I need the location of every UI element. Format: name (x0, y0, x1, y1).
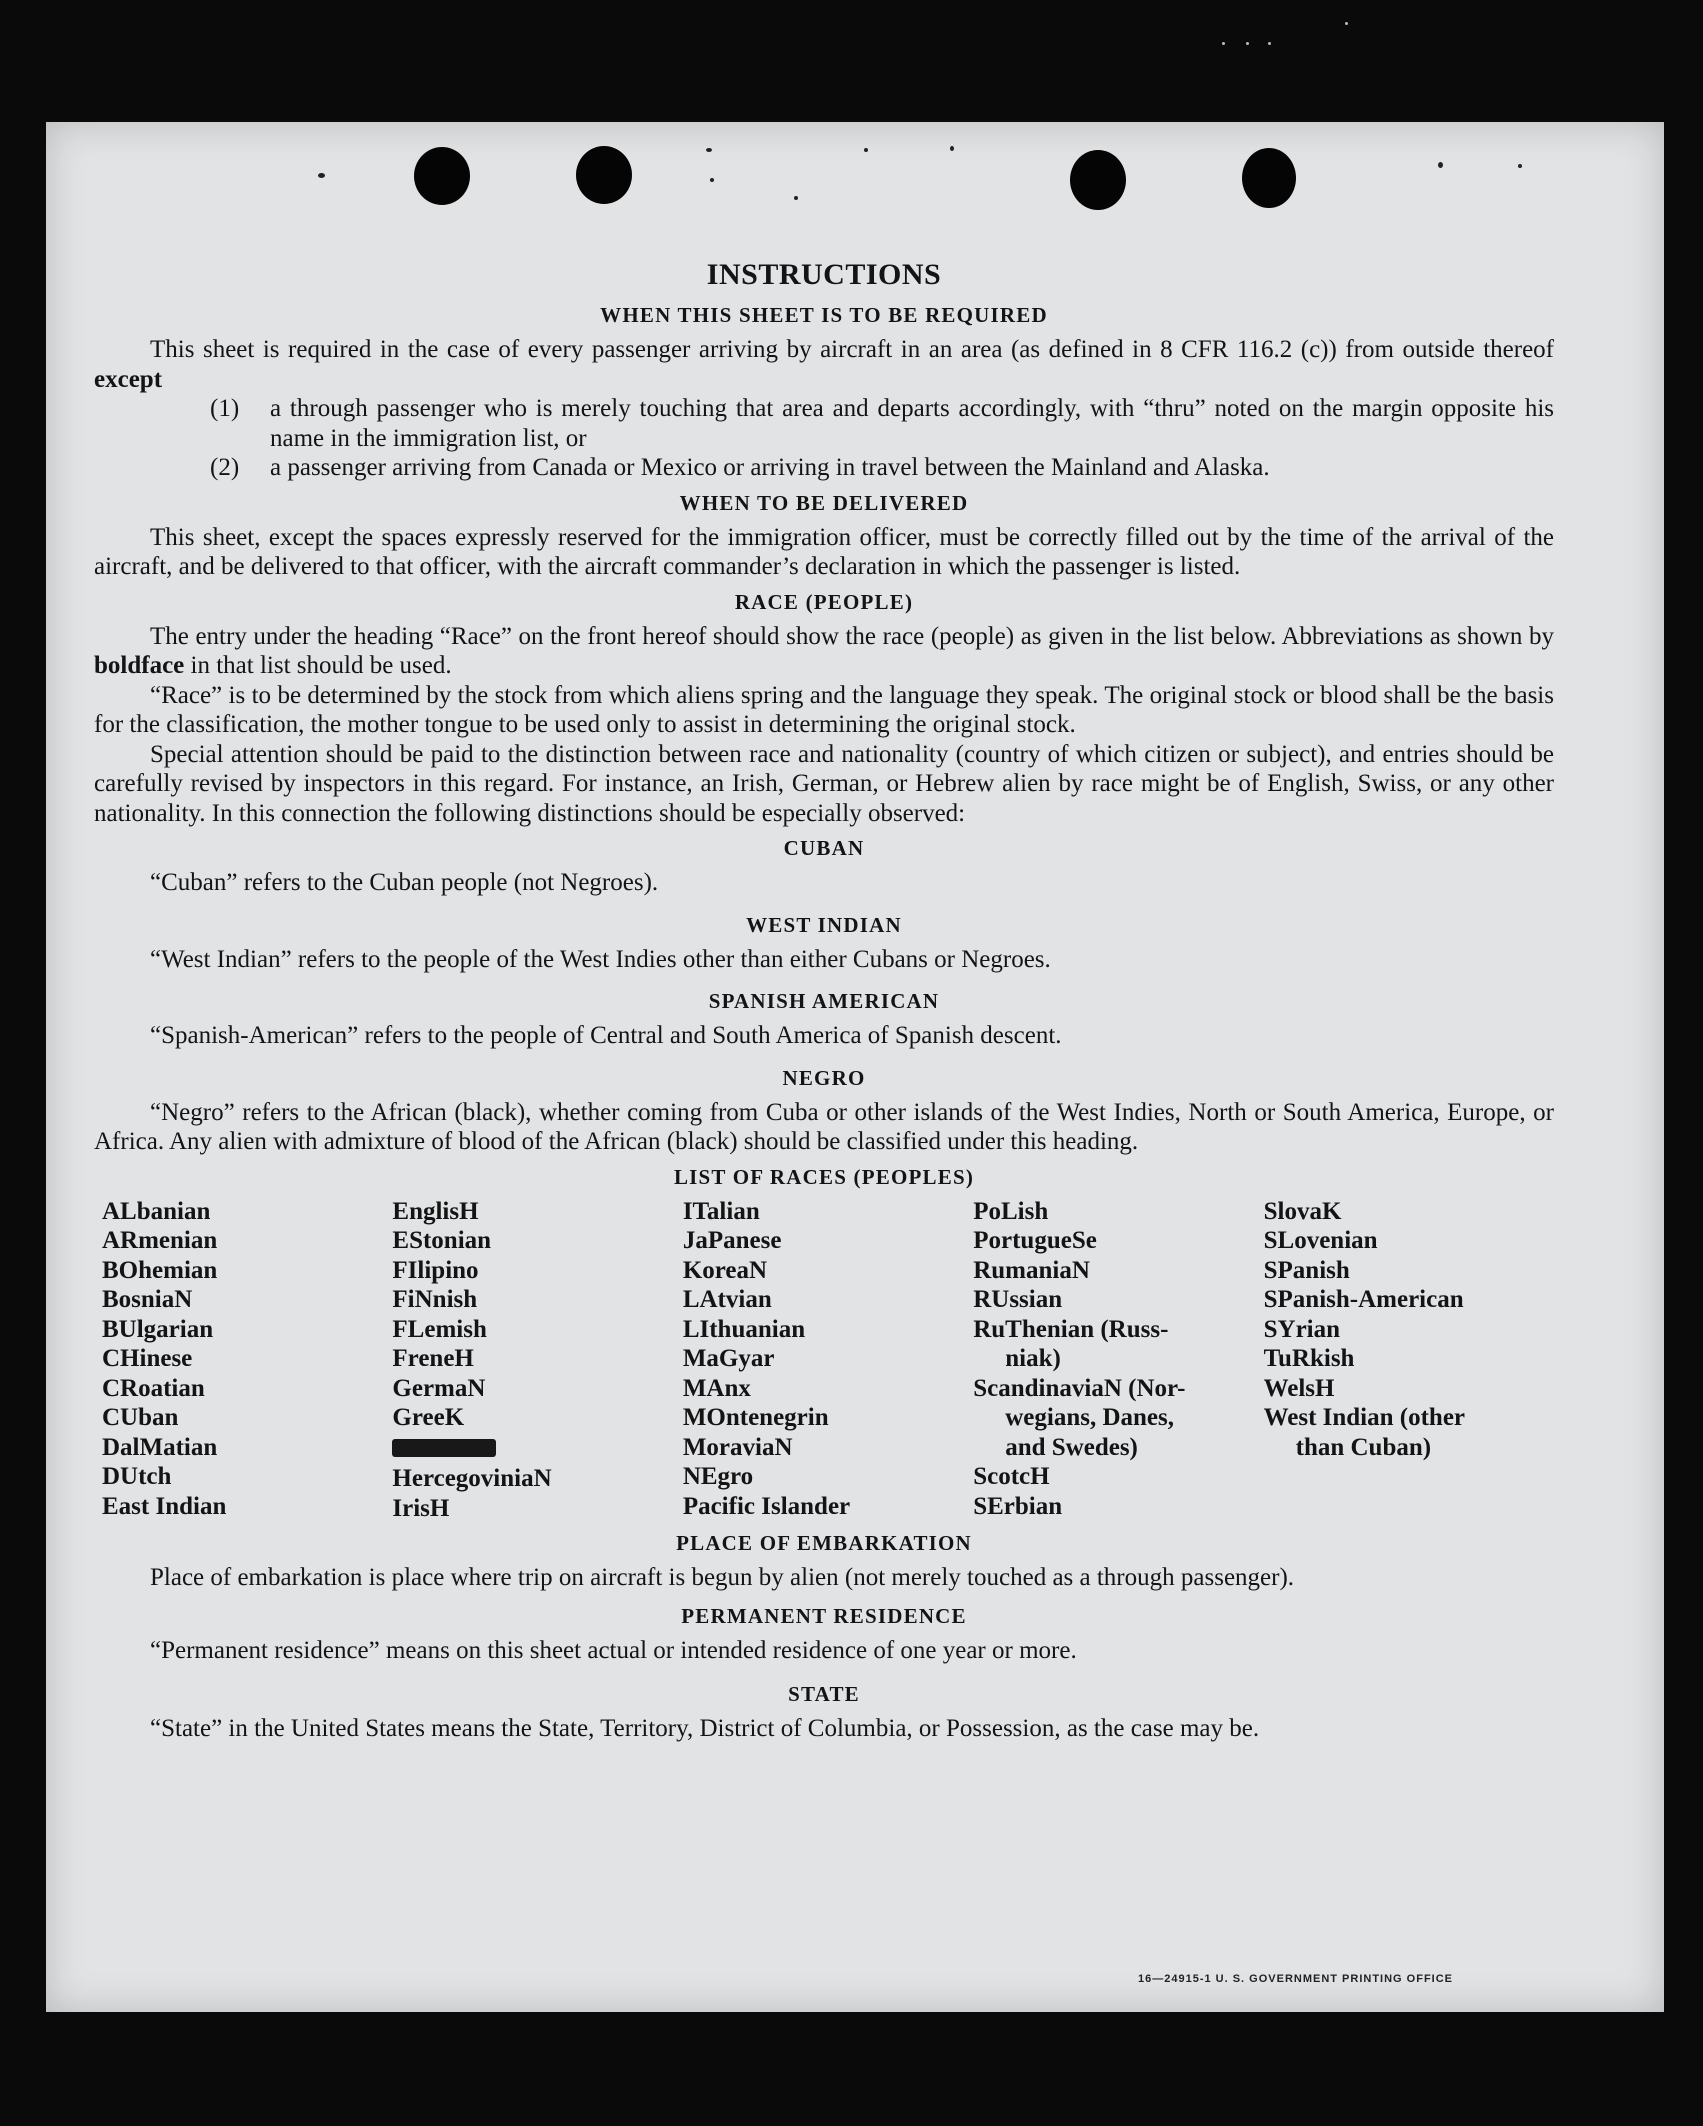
scan-dot (1518, 164, 1522, 168)
heading-list-of-races: LIST OF RACES (PEOPLES) (673, 1164, 975, 1189)
redacted-entry (392, 1433, 682, 1465)
west-indian-text: “West Indian” refers to the people of the West Indies other than either Cubans or Negroes. (150, 945, 1051, 973)
exception-number: (1) (210, 395, 240, 422)
race-entry-continued: and Swedes) (1005, 1433, 1138, 1461)
races-column (1264, 1197, 1554, 1524)
race-entry: CHinese (102, 1345, 193, 1372)
race-entry: ALbanian (102, 1197, 211, 1225)
punch-hole (414, 147, 470, 205)
race-entry: MAnx (682, 1374, 751, 1402)
race-entry: SlovaK (1263, 1197, 1342, 1225)
races-column (392, 1197, 682, 1524)
race-entry: LAtvian (682, 1286, 772, 1313)
race-entry: PoLish (973, 1197, 1049, 1225)
race-entry: BosniaN (102, 1286, 193, 1313)
race-entry: East Indian (102, 1492, 227, 1520)
scan-dot (1438, 162, 1443, 168)
race-entry: SYrian (1263, 1315, 1341, 1343)
race-paragraph-1 (94, 622, 1554, 681)
punch-hole (576, 146, 632, 204)
heading-when-delivered: WHEN TO BE DELIVERED (679, 490, 969, 515)
race-entry-continued: than Cuban) (1295, 1433, 1432, 1461)
race-entry: GermaN (392, 1374, 486, 1402)
race-entry: CUban (102, 1404, 179, 1431)
when-required-except: except (94, 365, 163, 393)
race-entry: BUlgarian (102, 1315, 214, 1343)
race-entry: ITalian (682, 1197, 760, 1225)
races-column (683, 1197, 973, 1524)
race-entry-continued: niak) (1005, 1345, 1061, 1372)
scan-dot (864, 148, 868, 152)
race-entry: RUssian (973, 1286, 1063, 1313)
race-entry: SPanish-American (1263, 1286, 1464, 1313)
race-entry: WelsH (1263, 1374, 1335, 1402)
heading-embarkation: PLACE OF EMBARKATION (676, 1531, 972, 1555)
race-entry: IrisH (392, 1494, 450, 1522)
exception-item (210, 453, 1554, 483)
races-list (102, 1197, 1554, 1524)
race-entry: MaGyar (682, 1345, 775, 1372)
race-entry: EStonian (392, 1227, 492, 1254)
scan-speck (1345, 22, 1348, 25)
race-entry: KoreaN (682, 1256, 768, 1284)
when-required-intro (94, 335, 1554, 394)
redaction-mark (392, 1439, 496, 1457)
punch-hole (1242, 148, 1296, 208)
race-entry: BOhemian (102, 1256, 218, 1284)
race-entry: ScandinaviaN (Nor- (973, 1374, 1186, 1402)
race-entry: FIlipino (392, 1256, 479, 1284)
races-column (102, 1197, 392, 1524)
heading-cuban: CUBAN (783, 836, 865, 860)
race-entry: SLovenian (1263, 1227, 1378, 1254)
when-required-intro-text: This sheet is required in the case of every passenger arriving by aircraft in an area (as defined in 8 CFR 116.2 (c)) from outside thereof (150, 336, 1554, 363)
negro-text: “Negro” refers to the African (black), whether coming from Cuba or other islands of the West Indies, North or South America, Europe, or Africa. Any alien with admixture of blood of the African (black) should be classified under this heading. (94, 1098, 1554, 1155)
heading-when-required: WHEN THIS SHEET IS TO BE REQUIRED (600, 303, 1048, 327)
heading-spanish-american: SPANISH AMERICAN (708, 989, 940, 1013)
heading-race: RACE (PEOPLE) (734, 589, 914, 614)
race-entry: RumaniaN (973, 1256, 1090, 1284)
races-column (973, 1197, 1263, 1524)
scan-dot (710, 178, 714, 182)
race-entry: FiNnish (392, 1286, 478, 1313)
race-entry: MoraviaN (682, 1433, 793, 1461)
punch-hole (1070, 150, 1126, 210)
instructions-content (94, 258, 1554, 1744)
race-entry: CRoatian (102, 1374, 205, 1402)
race-entry: EnglisH (392, 1197, 479, 1225)
race-p1-boldface: boldface (94, 652, 185, 679)
when-delivered-text: This sheet, except the spaces expressly reserved for the immigration officer, must be correctly filled out by the time of the arrival of the aircraft, and be delivered to that officer, with the aircraft commander’s declaration in which the passenger is listed. (94, 523, 1554, 580)
race-entry: Pacific Islander (682, 1492, 851, 1520)
race-entry: SErbian (973, 1492, 1063, 1520)
heading-permanent-residence: PERMANENT RESIDENCE (681, 1603, 967, 1628)
race-entry: West Indian (other (1263, 1404, 1466, 1431)
race-entry: DUtch (102, 1463, 172, 1490)
exception-number: (2) (210, 454, 240, 481)
spanish-american-text: “Spanish-American” refers to the people of Central and South America of Spanish descent. (150, 1022, 1062, 1049)
residence-text: “Permanent residence” means on this sheet actual or intended residence of one year or more. (150, 1636, 1077, 1664)
race-entry: ARmenian (102, 1227, 218, 1254)
scan-dot (950, 146, 954, 151)
state-text: “State” in the United States means the State, Territory, District of Columbia, or Possession, as the case may be. (150, 1715, 1260, 1742)
document-sheet (46, 122, 1664, 2012)
scan-speck (1222, 42, 1225, 45)
scan-dot (706, 148, 712, 152)
exception-text: a passenger arriving from Canada or Mexico or arriving in travel between the Mainland and Alaska. (270, 454, 1270, 481)
page-title: INSTRUCTIONS (706, 258, 942, 291)
race-entry: TuRkish (1263, 1345, 1355, 1372)
race-entry: JaPanese (682, 1227, 782, 1254)
race-paragraph-3: Special attention should be paid to the distinction between race and nationality (country of which citizen or subject), and entries should be carefully revised by inspectors in this regard. For instance, an Irish, German, or Hebrew alien by race might be of English, Swiss, or any other nationality. In this connection the following distinctions should be especially observed: (94, 740, 1554, 827)
race-entry: ScotcH (973, 1463, 1050, 1490)
race-entry: HercegoviniaN (392, 1465, 552, 1492)
race-entry: FreneH (392, 1345, 474, 1372)
race-entry: FLemish (392, 1315, 487, 1343)
printer-imprint: 16—24915-1 U. S. GOVERNMENT PRINTING OFFICE (1138, 1973, 1454, 1985)
race-entry: NEgro (682, 1463, 754, 1490)
scan-speck (1268, 42, 1271, 45)
race-p1-text-end: in that list should be used. (184, 652, 452, 679)
race-entry-continued: wegians, Danes, (1005, 1404, 1174, 1431)
cuban-text: “Cuban” refers to the Cuban people (not Negroes). (150, 869, 659, 896)
heading-negro: NEGRO (782, 1065, 866, 1090)
scan-dot (318, 173, 325, 178)
heading-west-indian: WEST INDIAN (746, 912, 902, 937)
race-entry: LIthuanian (682, 1315, 806, 1343)
race-entry: SPanish (1263, 1256, 1350, 1284)
race-entry: RuThenian (Russ- (973, 1315, 1169, 1343)
embarkation-text: Place of embarkation is place where trip on aircraft is begun by alien (not merely touched as a through passenger). (150, 1564, 1295, 1591)
race-paragraph-2: “Race” is to be determined by the stock from which aliens spring and the language they speak. The original stock or blood shall be the basis for the classification, the mother tongue to be used only to assist in determining the original stock. (94, 681, 1554, 738)
race-entry: GreeK (392, 1404, 465, 1431)
race-entry: PortugueSe (973, 1227, 1097, 1254)
race-entry: DalMatian (102, 1433, 218, 1461)
scan-dot (794, 196, 798, 200)
race-p1-text: The entry under the heading “Race” on the front hereof should show the race (people) as given in the list below. Abbreviations as shown by (150, 622, 1554, 650)
exception-text: a through passenger who is merely touching that area and departs accordingly, with “thru” noted on the margin opposite his name in the immigration list, or (270, 395, 1554, 452)
heading-state: STATE (788, 1682, 860, 1706)
exception-item (210, 394, 1554, 453)
race-entry: MOntenegrin (682, 1404, 829, 1431)
scan-speck (1246, 42, 1249, 45)
